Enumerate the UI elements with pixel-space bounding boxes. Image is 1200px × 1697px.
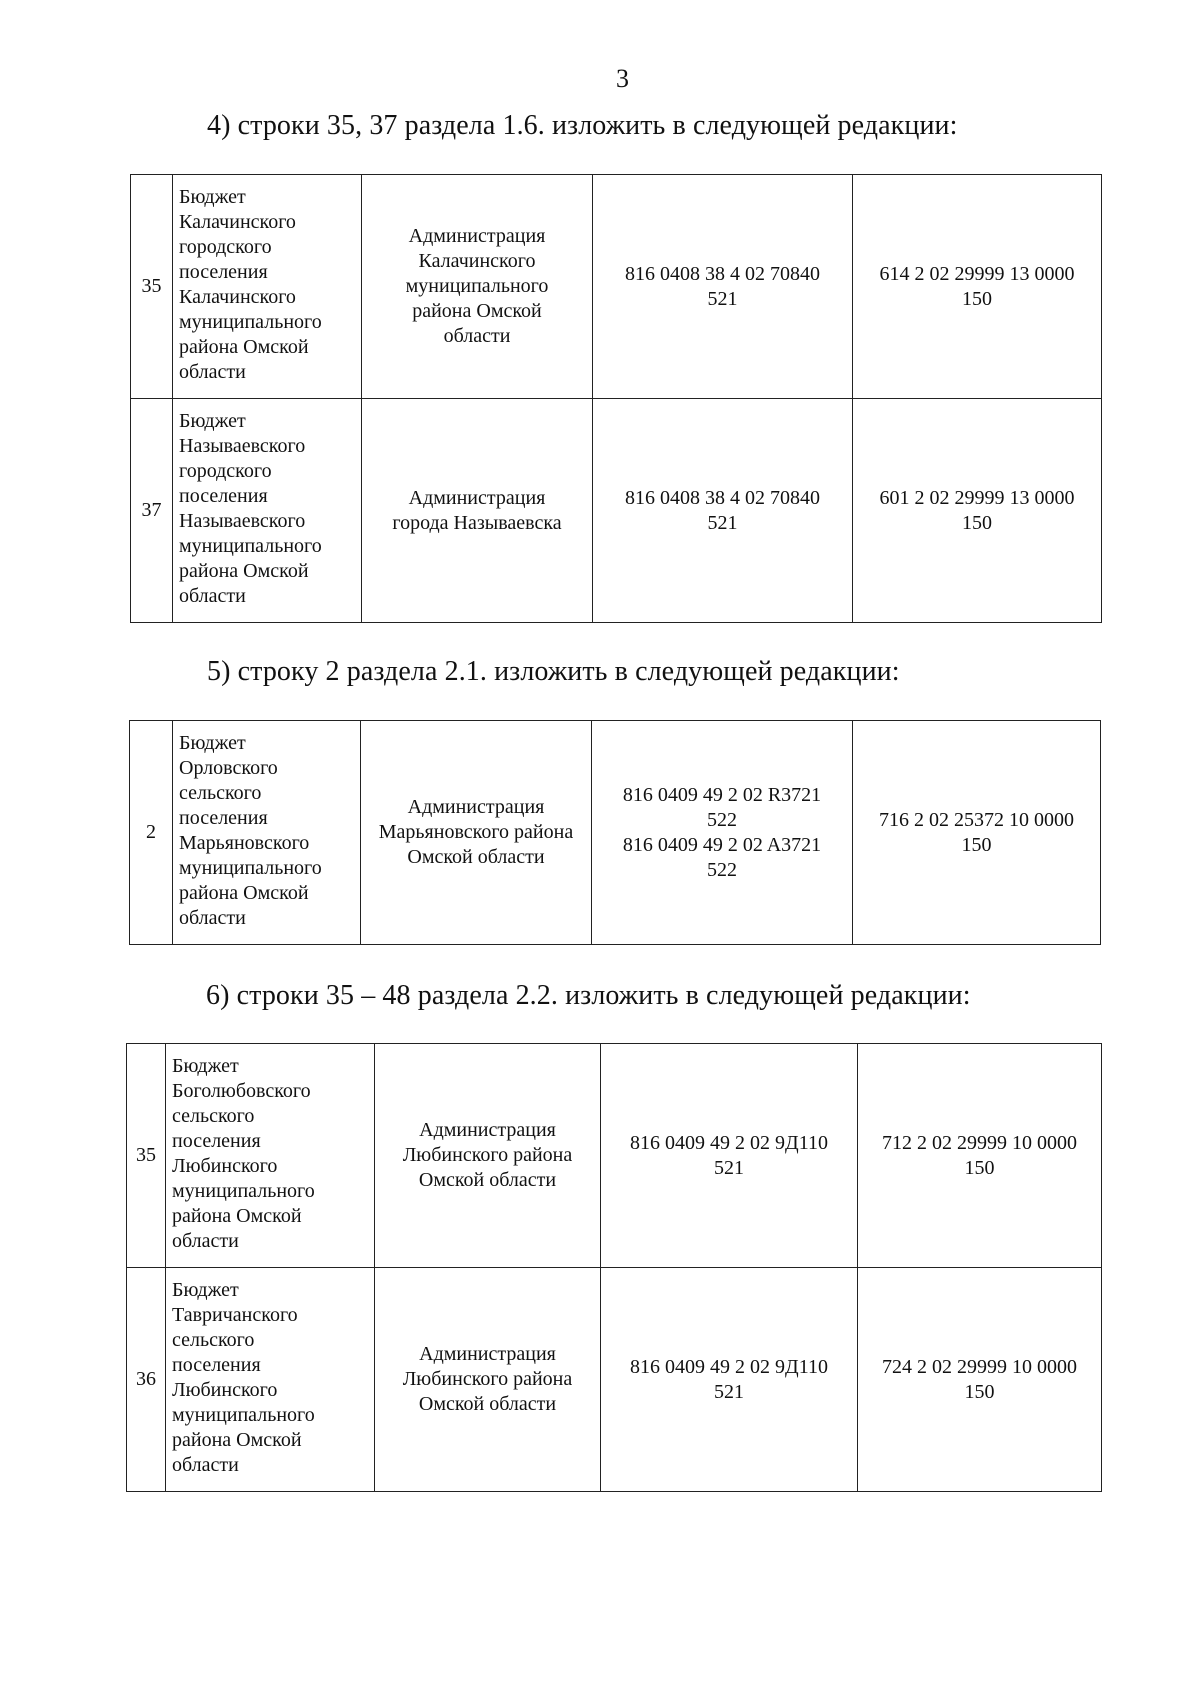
expense-code-cell: 816 0409 49 2 02 9Д110 521 <box>601 1044 858 1268</box>
budget-name-cell: Бюджет Калачинского городского поселения Калачинского муниципального района Омской области <box>173 175 362 399</box>
table-row <box>131 399 1102 623</box>
expense-code-cell: 816 0409 49 2 02 R3721 522 816 0409 49 2 02 A3721 522 <box>592 721 853 945</box>
budget-name-cell: Бюджет Тавричанского сельского поселения Любинского муниципального района Омской области <box>166 1268 375 1492</box>
table-row <box>131 175 1102 399</box>
income-code-cell: 601 2 02 29999 13 0000 150 <box>853 399 1102 623</box>
budget-table <box>126 1043 1102 1492</box>
budget-name-cell: Бюджет Боголюбовского сельского поселения Любинского муниципального района Омской области <box>166 1044 375 1268</box>
administrator-cell: Администрация Марьяновского района Омской области <box>361 721 592 945</box>
income-code-cell: 712 2 02 29999 10 0000 150 <box>858 1044 1102 1268</box>
income-code-cell: 724 2 02 29999 10 0000 150 <box>858 1268 1102 1492</box>
section-heading: 5) строку 2 раздела 2.1. изложить в следующей редакции: <box>207 656 900 687</box>
budget-name-cell: Бюджет Орловского сельского поселения Марьяновского муниципального района Омской области <box>173 721 361 945</box>
row-number: 37 <box>131 399 173 623</box>
row-number: 2 <box>130 721 173 945</box>
expense-code-cell: 816 0409 49 2 02 9Д110 521 <box>601 1268 858 1492</box>
expense-code-cell: 816 0408 38 4 02 70840 521 <box>593 399 853 623</box>
table-row <box>130 721 1101 945</box>
administrator-cell: Администрация Калачинского муниципального района Омской области <box>362 175 593 399</box>
income-code-cell: 716 2 02 25372 10 0000 150 <box>853 721 1101 945</box>
row-number: 36 <box>127 1268 166 1492</box>
budget-name-cell: Бюджет Называевского городского поселения Называевского муниципального района Омской области <box>173 399 362 623</box>
table-row <box>127 1268 1102 1492</box>
administrator-cell: Администрация Любинского района Омской области <box>375 1044 601 1268</box>
administrator-cell: Администрация города Называевска <box>362 399 593 623</box>
budget-table <box>130 174 1102 623</box>
row-number: 35 <box>127 1044 166 1268</box>
budget-table <box>129 720 1101 945</box>
page-number: 3 <box>616 64 629 93</box>
income-code-cell: 614 2 02 29999 13 0000 150 <box>853 175 1102 399</box>
section-heading: 4) строки 35, 37 раздела 1.6. изложить в следующей редакции: <box>207 110 958 141</box>
section-heading: 6) строки 35 – 48 раздела 2.2. изложить в следующей редакции: <box>206 980 971 1011</box>
table-row <box>127 1044 1102 1268</box>
row-number: 35 <box>131 175 173 399</box>
administrator-cell: Администрация Любинского района Омской области <box>375 1268 601 1492</box>
expense-code-cell: 816 0408 38 4 02 70840 521 <box>593 175 853 399</box>
